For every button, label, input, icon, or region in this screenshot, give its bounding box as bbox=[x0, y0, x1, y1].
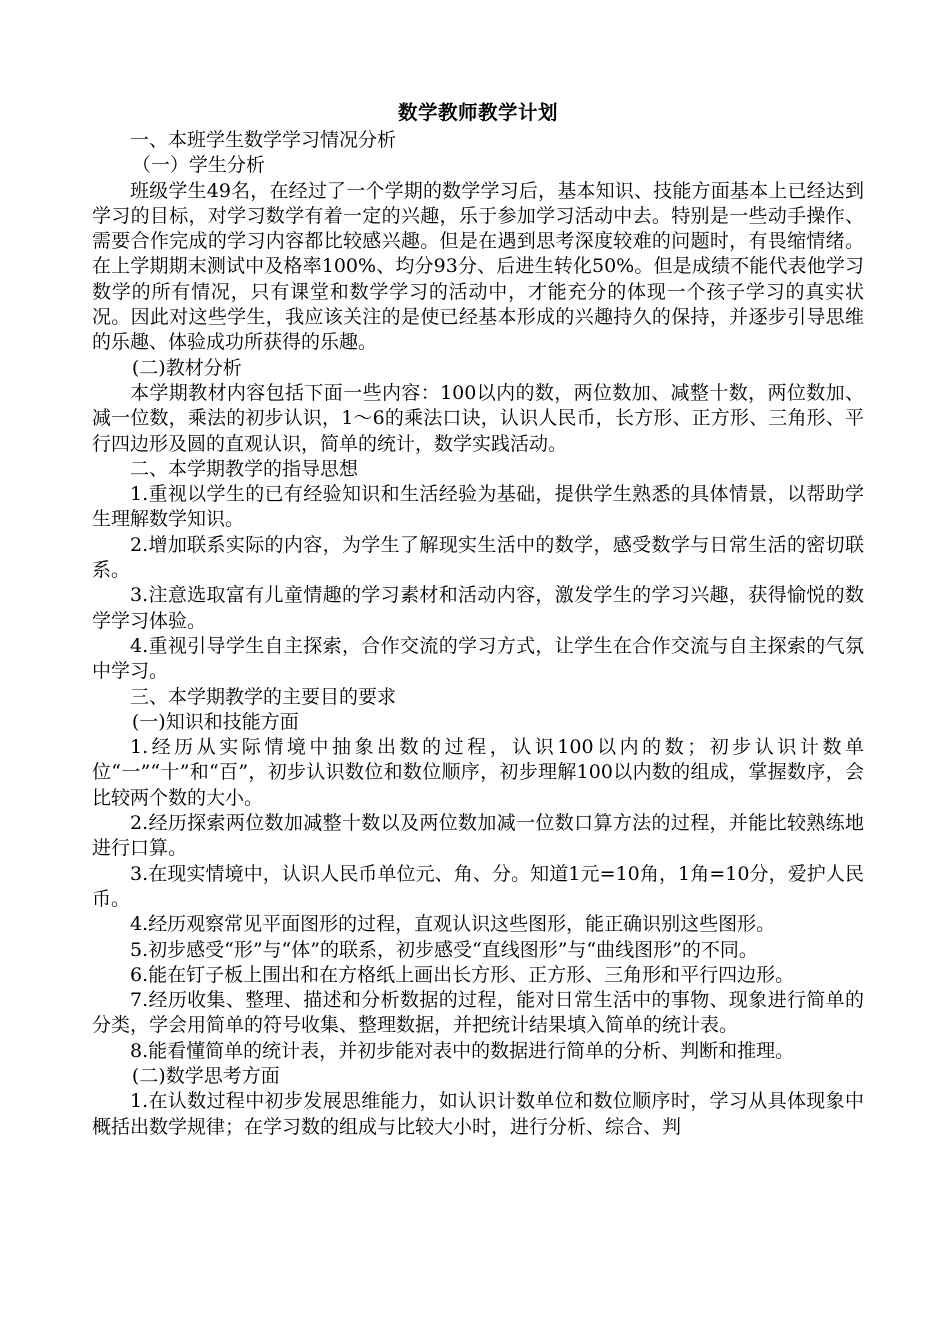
paragraph: 1.在认数过程中初步发展思维能力，如认识计数单位和数位顺序时，学习从具体现象中概括出数学规律；在学习数的组成与比较大小时，进行分析、综合、判 bbox=[92, 1090, 864, 1138]
paragraph: 1.经历从实际情境中抽象出数的过程，认识100以内的数；初步认识计数单位“一”“十”和“百”，初步认识数位和数位顺序，初步理解100以内数的组成，掌握数序，会比较两个数的大小。 bbox=[92, 736, 864, 809]
document-body bbox=[92, 128, 864, 1140]
paragraph: 3.注意选取富有儿童情趣的学习素材和活动内容，激发学生的学习兴趣，获得愉悦的数学学习体验。 bbox=[92, 584, 864, 632]
paragraph: 8.能看懂简单的统计表，并初步能对表中的数据进行简单的分析、判断和推理。 bbox=[130, 1039, 795, 1062]
section-heading: (二)数学思考方面 bbox=[131, 1064, 280, 1087]
paragraph: 4.经历观察常见平面图形的过程，直观认识这些图形，能正确识别这些图形。 bbox=[130, 913, 776, 936]
paragraph: 1.重视以学生的已有经验知识和生活经验为基础，提供学生熟悉的具体情景，以帮助学生理解数学知识。 bbox=[92, 483, 864, 531]
paragraph: 3.在现实情境中，认识人民币单位元、角、分。知道1元=10角，1角=10分，爱护人民币。 bbox=[92, 862, 864, 910]
paragraph: 7.经历收集、整理、描述和分析数据的过程，能对日常生活中的事物、现象进行简单的分类，学会用简单的符号收集、整理数据，并把统计结果填入简单的统计表。 bbox=[92, 989, 864, 1037]
document-title: 数学教师教学计划 bbox=[397, 101, 558, 124]
paragraph: 班级学生49名，在经过了一个学期的数学学习后，基本知识、技能方面基本上已经达到学习的目标，对学习数学有着一定的兴趣，乐于参加学习活动中去。特别是一些动手操作、需要合作完成的学习内容都比较感兴趣。但是在遇到思考深度较难的问题时，有畏缩情绪。在上学期期末测试中及格率100%、均分93分、后进生转化50%。但是成绩不能代表他学习数学的所有情况，只有课堂和数学学习的活动中，才能充分的体现一个孩子学习的真实状况。因此对这些学生，我应该关注的是使已经基本形成的兴趣持久的保持，并逐步引导思维的乐趣、体验成功所获得的乐趣。 bbox=[92, 179, 864, 354]
section-heading: 一、本班学生数学学习情况分析 bbox=[130, 129, 397, 151]
section-heading: (二)教材分析 bbox=[131, 356, 242, 379]
section-heading: （一）学生分析 bbox=[131, 154, 265, 177]
paragraph: 4.重视引导学生自主探索，合作交流的学习方式，让学生在合作交流与自主探索的气氛中学习。 bbox=[92, 634, 864, 683]
paragraph: 2.增加联系实际的内容，为学生了解现实生活中的数学，感受数学与日常生活的密切联系。 bbox=[92, 533, 864, 582]
paragraph: 5.初步感受“形”与“体”的联系，初步感受“直线图形”与“曲线图形”的不同。 bbox=[130, 938, 758, 961]
section-heading: 二、本学期教学的指导思想 bbox=[130, 457, 359, 480]
paragraph: 本学期教材内容包括下面一些内容：100以内的数，两位数加、减整十数，两位数加、减一位数，乘法的初步认识，1～6的乘法口诀，认识人民币，长方形、正方形、三角形、平行四边形及圆的直观认识，简单的统计，数学实践活动。 bbox=[92, 381, 864, 455]
paragraph: 6.能在钉子板上围出和在方格纸上画出长方形、正方形、三角形和平行四边形。 bbox=[130, 963, 795, 986]
section-heading: 三、本学期教学的主要目的要求 bbox=[130, 685, 397, 708]
paragraph: 2.经历探索两位数加减整十数以及两位数加减一位数口算方法的过程，并能比较熟练地进行口算。 bbox=[92, 812, 864, 860]
document-page bbox=[92, 97, 864, 1140]
section-heading: (一)知识和技能方面 bbox=[131, 710, 299, 733]
